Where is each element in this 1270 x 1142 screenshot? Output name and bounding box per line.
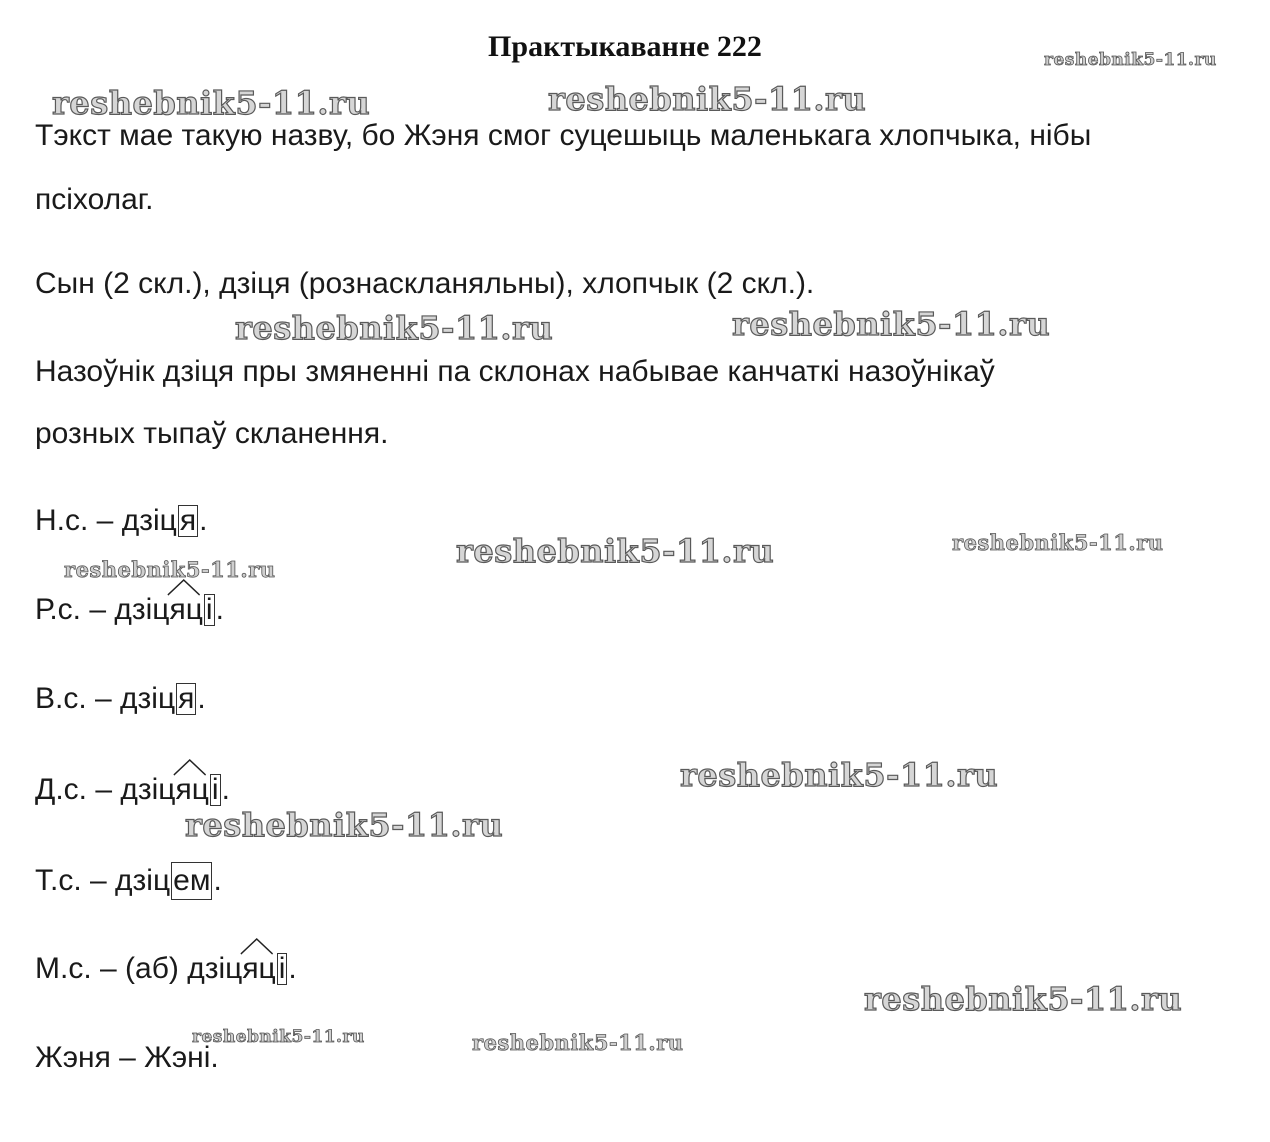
case-label: Д.с. –	[35, 773, 121, 806]
paragraph-3-line-1: Назоўнік дзіця пры змяненні па склонах набывае канчаткі назоўнікаў	[35, 355, 995, 388]
ending-box: і	[205, 593, 213, 626]
ending-box: я	[178, 682, 195, 715]
watermark: reshebnik5-11.ru	[52, 84, 371, 122]
word-suffix: яц	[175, 773, 209, 806]
watermark: reshebnik5-11.ru	[732, 305, 1051, 343]
ending-box: і	[278, 952, 286, 985]
case-row-dative: Д.с. – дзіц яц і .	[35, 772, 230, 808]
word-stem: дзіц	[114, 593, 170, 626]
case-label: В.с. –	[35, 682, 121, 715]
word-suffix: яц	[242, 952, 276, 985]
case-row-nominative: Н.с. – дзіц я .	[35, 504, 208, 537]
suffix-arc-icon	[173, 758, 206, 776]
paragraph-1-line-2: псіхолаг.	[35, 183, 154, 216]
suffix-mark	[242, 951, 275, 987]
case-label: Р.с. –	[35, 593, 115, 626]
page-title: Практыкаванне 222	[488, 30, 762, 63]
ending-box: я	[179, 504, 197, 537]
word-stem: дзіц	[120, 682, 176, 715]
watermark: reshebnik5-11.ru	[235, 309, 554, 347]
word-stem: дзіц	[115, 864, 171, 897]
case-row-genitive: Р.с. – дзіц яц і .	[35, 592, 224, 628]
case-label: Н.с. –	[35, 504, 122, 537]
word-stem: дзіц	[187, 952, 243, 985]
case-row-accusative: В.с. – дзіц я .	[35, 682, 206, 715]
watermark: reshebnik5-11.ru	[64, 557, 276, 582]
word-stem: дзіц	[120, 773, 176, 806]
last-line: Жэня – Жэні.	[35, 1041, 219, 1074]
ending-box: ем	[171, 862, 212, 900]
watermark: reshebnik5-11.ru	[1044, 50, 1217, 70]
suffix-mark	[169, 592, 202, 628]
watermark: reshebnik5-11.ru	[472, 1030, 684, 1055]
watermark: reshebnik5-11.ru	[185, 806, 504, 844]
watermark: reshebnik5-11.ru	[548, 80, 867, 118]
suffix-arc-icon	[167, 578, 200, 596]
case-label: Т.с. –	[35, 864, 116, 897]
case-row-locative: М.с. – (аб) дзіц яц і .	[35, 951, 297, 987]
ending-box: і	[211, 773, 219, 806]
paragraph-2: Сын (2 скл.), дзіця (рознаскланяльны), хлопчык (2 скл.).	[35, 267, 815, 300]
paragraph-3-line-2: розных тыпаў скланення.	[35, 417, 389, 450]
word-stem: дзіц	[121, 504, 177, 537]
watermark: reshebnik5-11.ru	[680, 756, 999, 794]
watermark: reshebnik5-11.ru	[864, 980, 1183, 1018]
suffix-mark	[175, 772, 208, 808]
watermark: reshebnik5-11.ru	[952, 530, 1164, 555]
case-label: М.с. – (аб)	[35, 952, 188, 985]
watermark: reshebnik5-11.ru	[456, 532, 775, 570]
case-row-instrumental: Т.с. – дзіц ем .	[35, 862, 222, 900]
paragraph-1-line-1: Тэкст мае такую назву, бо Жэня смог суцешыць маленькага хлопчыка, нібы	[35, 119, 1092, 152]
watermark: reshebnik5-11.ru	[192, 1027, 365, 1047]
suffix-arc-icon	[240, 937, 273, 955]
word-suffix: яц	[169, 593, 203, 626]
